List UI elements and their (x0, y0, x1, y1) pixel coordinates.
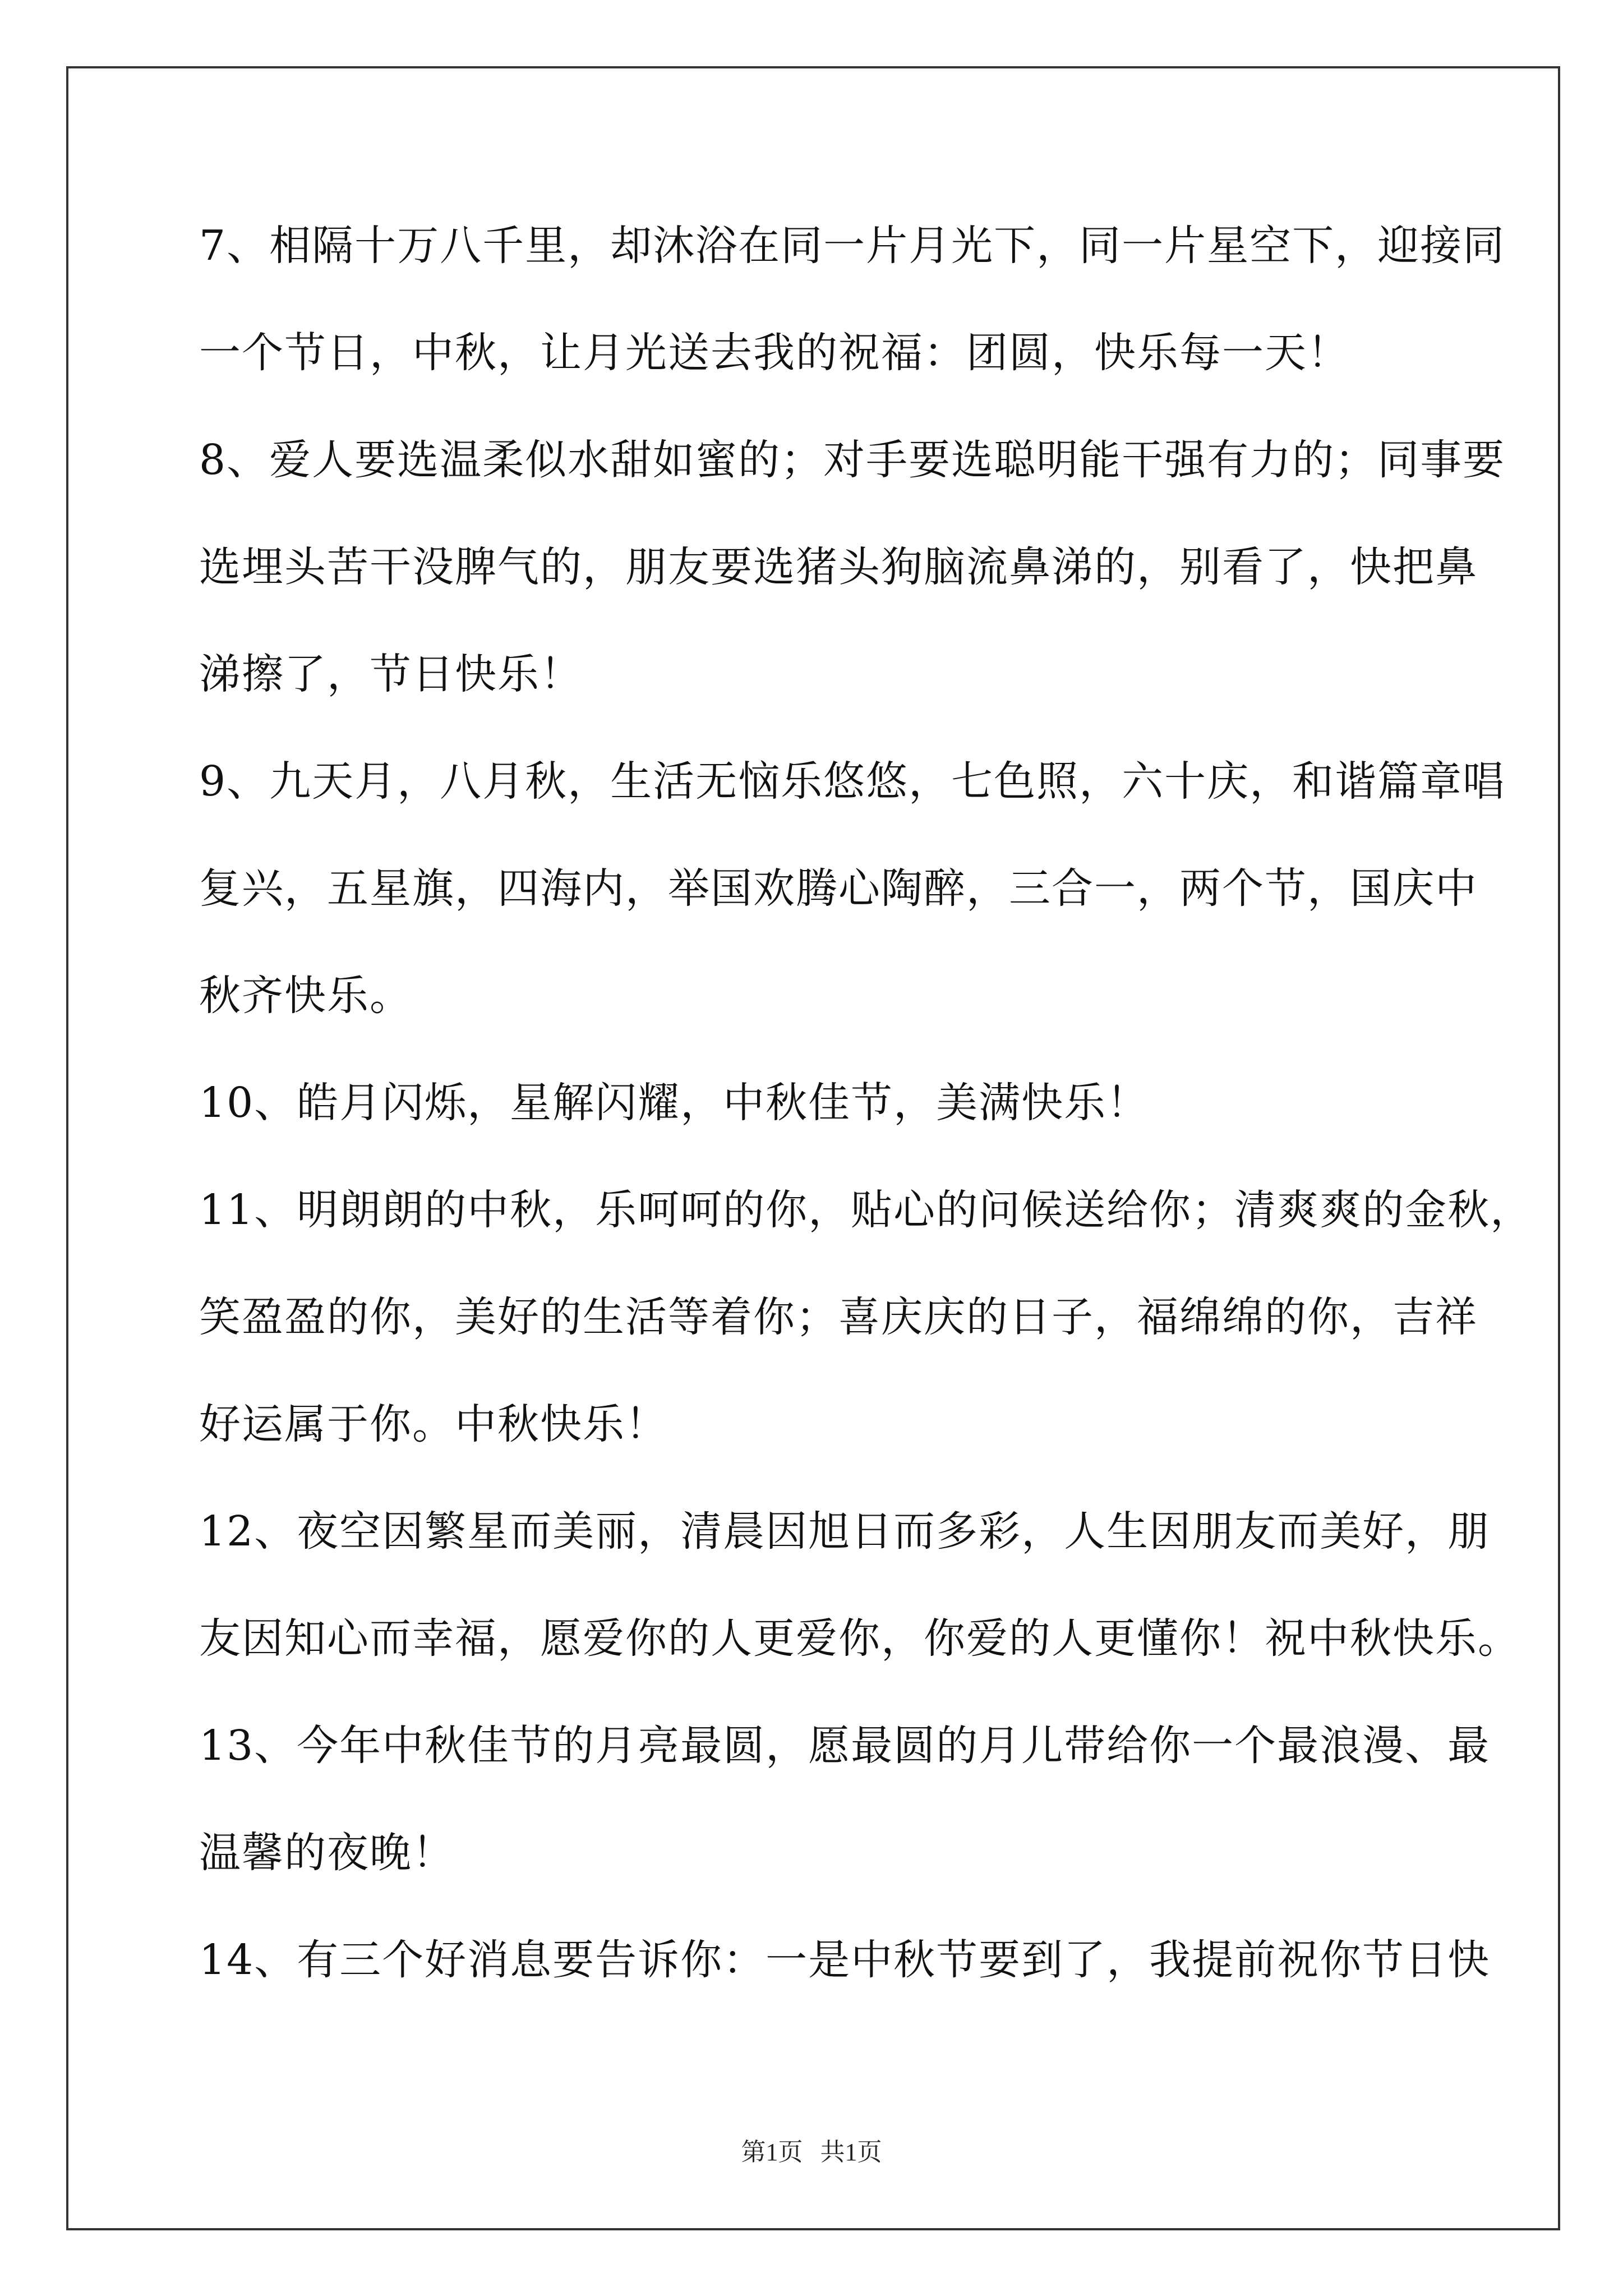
text-line: 好运属于你。中秋快乐！ (199, 1400, 668, 1448)
text-line: 8、爱人要选温柔似水甜如蜜的；对手要选聪明能干强有力的；同事要 (199, 436, 1506, 484)
page-number-current: 第1页 (741, 2138, 803, 2166)
text-line: 10、皓月闪烁，星解闪耀，中秋佳节，美满快乐！ (199, 1079, 1150, 1127)
text-line: 秋齐快乐。 (199, 972, 412, 1020)
document-body (199, 213, 1533, 2035)
text-line: 友因知心而幸福，愿爱你的人更爱你，你爱的人更懂你！祝中秋快乐。 (199, 1614, 1520, 1663)
text-line: 温馨的夜晚！ (199, 1829, 455, 1877)
text-line: 7、相隔十万八千里，却沐浴在同一片月光下，同一片星空下，迎接同 (199, 222, 1506, 270)
text-line: 12、夜空因繁星而美丽，清晨因旭日而多彩，人生因朋友而美好，朋 (199, 1507, 1491, 1556)
page-number-total: 共1页 (820, 2138, 882, 2166)
text-line: 涕擦了，节日快乐！ (199, 650, 583, 698)
text-line: 13、今年中秋佳节的月亮最圆，愿最圆的月儿带给你一个最浪漫、最 (199, 1722, 1491, 1770)
text-line: 一个节日，中秋，让月光送去我的祝福：团圆，快乐每一天！ (199, 329, 1350, 377)
text-line: 11、明朗朗的中秋，乐呵呵的你，贴心的问候送给你；清爽爽的金秋， (199, 1186, 1533, 1234)
text-line: 笑盈盈的你，美好的生活等着你；喜庆庆的日子，福绵绵的你，吉祥 (199, 1293, 1478, 1341)
text-line: 复兴，五星旗，四海内，举国欢腾心陶醉，三合一，两个节，国庆中 (199, 864, 1478, 913)
page-footer (0, 2132, 1623, 2168)
text-line: 14、有三个好消息要告诉你：一是中秋节要到了，我提前祝你节日快 (199, 1936, 1491, 1984)
text-line: 选埋头苦干没脾气的，朋友要选猪头狗脑流鼻涕的，别看了，快把鼻 (199, 543, 1478, 591)
text-line: 9、九天月，八月秋，生活无恼乐悠悠，七色照，六十庆，和谐篇章唱 (199, 757, 1506, 806)
